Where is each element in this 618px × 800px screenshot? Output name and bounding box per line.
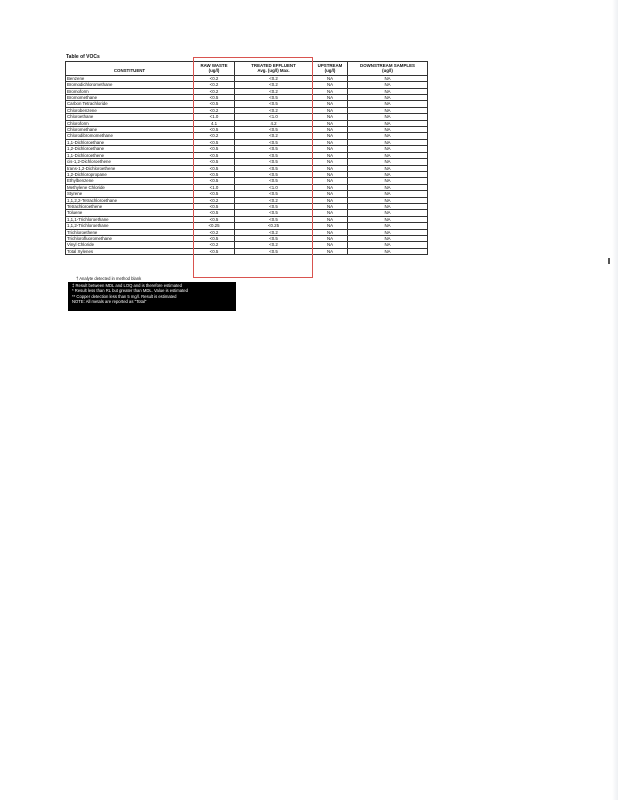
upstream-cell: NA — [313, 229, 348, 235]
constituent-cell: Carbon Tetrachloride — [66, 101, 194, 107]
raw-waste-cell: <0.2 — [194, 75, 235, 81]
upstream-cell: NA — [313, 216, 348, 222]
note-method-blank: † Analyte detected in method blank — [76, 276, 142, 281]
upstream-cell: NA — [313, 159, 348, 165]
upstream-cell: NA — [313, 171, 348, 177]
constituent-cell: 1,1-Dichloroethene — [66, 152, 194, 158]
constituent-cell: Chloromethane — [66, 127, 194, 133]
downstream-cell: NA — [348, 235, 428, 241]
raw-waste-cell: <0.2 — [194, 107, 235, 113]
upstream-cell: NA — [313, 133, 348, 139]
downstream-cell: NA — [348, 133, 428, 139]
upstream-cell: NA — [313, 178, 348, 184]
downstream-cell: NA — [348, 75, 428, 81]
downstream-cell: NA — [348, 197, 428, 203]
header-constituent — [66, 62, 194, 76]
treated-effluent-cell: <0.2 — [235, 242, 313, 248]
constituent-cell: 1,2-Dichloropropane — [66, 171, 194, 177]
header-raw-waste — [194, 62, 235, 76]
downstream-cell: NA — [348, 127, 428, 133]
constituent-cell: Bromoform — [66, 88, 194, 94]
treated-effluent-cell: 4.2 — [235, 120, 313, 126]
raw-waste-cell: <0.2 — [194, 242, 235, 248]
upstream-cell: NA — [313, 101, 348, 107]
treated-effluent-cell: <0.5 — [235, 165, 313, 171]
downstream-cell: NA — [348, 191, 428, 197]
downstream-cell: NA — [348, 159, 428, 165]
constituent-cell: Methylene Chloride — [66, 184, 194, 190]
downstream-cell: NA — [348, 107, 428, 113]
upstream-cell: NA — [313, 114, 348, 120]
constituent-cell: Ethylbenzene — [66, 178, 194, 184]
treated-effluent-cell: <0.2 — [235, 133, 313, 139]
downstream-cell: NA — [348, 171, 428, 177]
treated-effluent-cell: <0.5 — [235, 139, 313, 145]
constituent-cell: Tetrachloroethene — [66, 203, 194, 209]
raw-waste-cell: <0.25 — [194, 223, 235, 229]
downstream-cell: NA — [348, 139, 428, 145]
treated-effluent-cell: <0.2 — [235, 82, 313, 88]
raw-waste-cell: <0.5 — [194, 101, 235, 107]
header-downstream — [348, 62, 428, 76]
header-downstream-line2: (ug/l) — [382, 68, 393, 74]
raw-waste-cell: <0.5 — [194, 139, 235, 145]
constituent-cell: Styrene — [66, 191, 194, 197]
treated-effluent-cell: <0.25 — [235, 223, 313, 229]
constituent-cell: Bromomethane — [66, 95, 194, 101]
treated-effluent-cell: <0.5 — [235, 171, 313, 177]
treated-effluent-cell: <0.5 — [235, 159, 313, 165]
upstream-cell: NA — [313, 139, 348, 145]
constituent-cell: 1,1,2-Trichloroethane — [66, 223, 194, 229]
constituent-cell: 1,2-Dichloroethane — [66, 146, 194, 152]
voc-table-body — [66, 75, 428, 254]
footnote-line: ** Copper detection less than 5 mg/l. Result is estimated — [72, 293, 177, 299]
treated-effluent-cell: <0.5 — [235, 127, 313, 133]
header-raw-waste-line2: (ug/l) — [208, 68, 220, 74]
upstream-cell: NA — [313, 146, 348, 152]
upstream-cell: NA — [313, 88, 348, 94]
treated-effluent-cell: <0.2 — [235, 88, 313, 94]
treated-effluent-cell: <1.0 — [235, 184, 313, 190]
treated-effluent-cell: <0.2 — [235, 75, 313, 81]
header-raw-waste-line1: RAW WASTE — [200, 63, 228, 68]
downstream-cell: NA — [348, 88, 428, 94]
downstream-cell: NA — [348, 82, 428, 88]
upstream-cell: NA — [313, 223, 348, 229]
downstream-cell: NA — [348, 216, 428, 222]
raw-waste-cell: <0.5 — [194, 178, 235, 184]
raw-waste-cell: <0.5 — [194, 235, 235, 241]
header-treated-effluent — [235, 62, 313, 76]
constituent-cell: Toluene — [66, 210, 194, 216]
document-title: Table of VOCs — [66, 54, 100, 60]
raw-waste-cell: <0.5 — [194, 191, 235, 197]
constituent-cell: Chlorobenzene — [66, 107, 194, 113]
upstream-cell: NA — [313, 184, 348, 190]
treated-effluent-cell: <0.5 — [235, 146, 313, 152]
treated-effluent-cell: <0.5 — [235, 191, 313, 197]
upstream-cell: NA — [313, 165, 348, 171]
upstream-cell: NA — [313, 197, 348, 203]
treated-effluent-cell: <0.5 — [235, 210, 313, 216]
treated-effluent-cell: <0.5 — [235, 203, 313, 209]
raw-waste-cell: <0.2 — [194, 133, 235, 139]
raw-waste-cell: <0.5 — [194, 146, 235, 152]
header-treated-effluent-line2: Avg. (ug/l) Max. — [257, 68, 290, 74]
constituent-cell: 1,1-Dichloroethane — [66, 139, 194, 145]
treated-effluent-cell: <1.0 — [235, 114, 313, 120]
downstream-cell: NA — [348, 223, 428, 229]
constituent-cell: cis-1,2-Dichloroethene — [66, 159, 194, 165]
treated-effluent-cell: <0.2 — [235, 107, 313, 113]
upstream-cell: NA — [313, 152, 348, 158]
constituent-cell: Vinyl Chloride — [66, 242, 194, 248]
raw-waste-cell: <1.0 — [194, 114, 235, 120]
treated-effluent-cell: <0.5 — [235, 178, 313, 184]
downstream-cell: NA — [348, 152, 428, 158]
raw-waste-cell: <0.2 — [194, 197, 235, 203]
header-constituent-label: CONSTITUENT — [113, 68, 146, 74]
header-upstream — [313, 62, 348, 76]
raw-waste-cell: <0.5 — [194, 95, 235, 101]
downstream-cell: NA — [348, 101, 428, 107]
footnote-line: NOTE: All metals are reported as "Total" — [72, 299, 147, 305]
constituent-cell: Trichlorofluoromethane — [66, 235, 194, 241]
treated-effluent-cell: <0.5 — [235, 248, 313, 254]
raw-waste-cell: <0.5 — [194, 210, 235, 216]
raw-waste-cell: <0.2 — [194, 229, 235, 235]
footnote-line: * Result less than RL but greater than MDL. Value is estimated — [72, 288, 188, 294]
upstream-cell: NA — [313, 120, 348, 126]
treated-effluent-cell: <0.5 — [235, 95, 313, 101]
header-treated-effluent-line1: TREATED EFFLUENT — [251, 63, 296, 68]
downstream-cell: NA — [348, 184, 428, 190]
downstream-cell: NA — [348, 146, 428, 152]
upstream-cell: NA — [313, 191, 348, 197]
raw-waste-cell: <0.5 — [194, 203, 235, 209]
downstream-cell: NA — [348, 248, 428, 254]
upstream-cell: NA — [313, 203, 348, 209]
upstream-cell: NA — [313, 82, 348, 88]
scan-edge-mark — [608, 258, 610, 264]
constituent-cell: trans-1,2-Dichloroethene — [66, 165, 194, 171]
treated-effluent-cell: <0.5 — [235, 235, 313, 241]
footnote-line: ‡ Result between MDL and LOQ and is therefore estimated — [72, 283, 182, 288]
downstream-cell: NA — [348, 203, 428, 209]
raw-waste-cell: <0.5 — [194, 216, 235, 222]
downstream-cell: NA — [348, 229, 428, 235]
header-upstream-line1: UPSTREAM — [317, 63, 343, 68]
constituent-cell: Chloroethane — [66, 114, 194, 120]
constituent-cell: Trichloroethene — [66, 229, 194, 235]
raw-waste-cell: <0.5 — [194, 152, 235, 158]
header-downstream-line1: DOWNSTREAM SAMPLES — [360, 63, 415, 68]
raw-waste-cell: <0.5 — [194, 159, 235, 165]
treated-effluent-cell: <0.2 — [235, 197, 313, 203]
raw-waste-cell: <1.0 — [194, 184, 235, 190]
footnotes-box — [68, 282, 236, 311]
raw-waste-cell: <0.5 — [194, 171, 235, 177]
table-row — [66, 248, 428, 254]
upstream-cell: NA — [313, 235, 348, 241]
page-edge-shadow — [612, 0, 618, 800]
upstream-cell: NA — [313, 107, 348, 113]
constituent-cell: Bromodichloromethane — [66, 82, 194, 88]
header-upstream-line2: (ug/l) — [324, 68, 336, 74]
raw-waste-cell: <0.5 — [194, 165, 235, 171]
raw-waste-cell: <0.2 — [194, 82, 235, 88]
downstream-cell: NA — [348, 165, 428, 171]
constituent-cell: Total Xylenes — [66, 248, 194, 254]
treated-effluent-cell: <0.5 — [235, 101, 313, 107]
constituent-cell: Chlorodibromomethane — [66, 133, 194, 139]
constituent-cell: 1,1,1-Trichloroethane — [66, 216, 194, 222]
treated-effluent-cell: <0.5 — [235, 216, 313, 222]
downstream-cell: NA — [348, 210, 428, 216]
downstream-cell: NA — [348, 95, 428, 101]
downstream-cell: NA — [348, 120, 428, 126]
downstream-cell: NA — [348, 242, 428, 248]
treated-effluent-cell: <0.2 — [235, 229, 313, 235]
table-header-row — [66, 62, 428, 76]
downstream-cell: NA — [348, 178, 428, 184]
raw-waste-cell: <0.5 — [194, 127, 235, 133]
constituent-cell: 1,1,2,2-Tetrachloroethane — [66, 197, 194, 203]
constituent-cell: Chloroform — [66, 120, 194, 126]
raw-waste-cell: <0.5 — [194, 248, 235, 254]
raw-waste-cell: 4.1 — [194, 120, 235, 126]
voc-table — [65, 61, 428, 255]
downstream-cell: NA — [348, 114, 428, 120]
upstream-cell: NA — [313, 210, 348, 216]
upstream-cell: NA — [313, 248, 348, 254]
upstream-cell: NA — [313, 75, 348, 81]
upstream-cell: NA — [313, 95, 348, 101]
upstream-cell: NA — [313, 242, 348, 248]
constituent-cell: Benzene — [66, 75, 194, 81]
treated-effluent-cell: <0.5 — [235, 152, 313, 158]
upstream-cell: NA — [313, 127, 348, 133]
raw-waste-cell: <0.2 — [194, 88, 235, 94]
